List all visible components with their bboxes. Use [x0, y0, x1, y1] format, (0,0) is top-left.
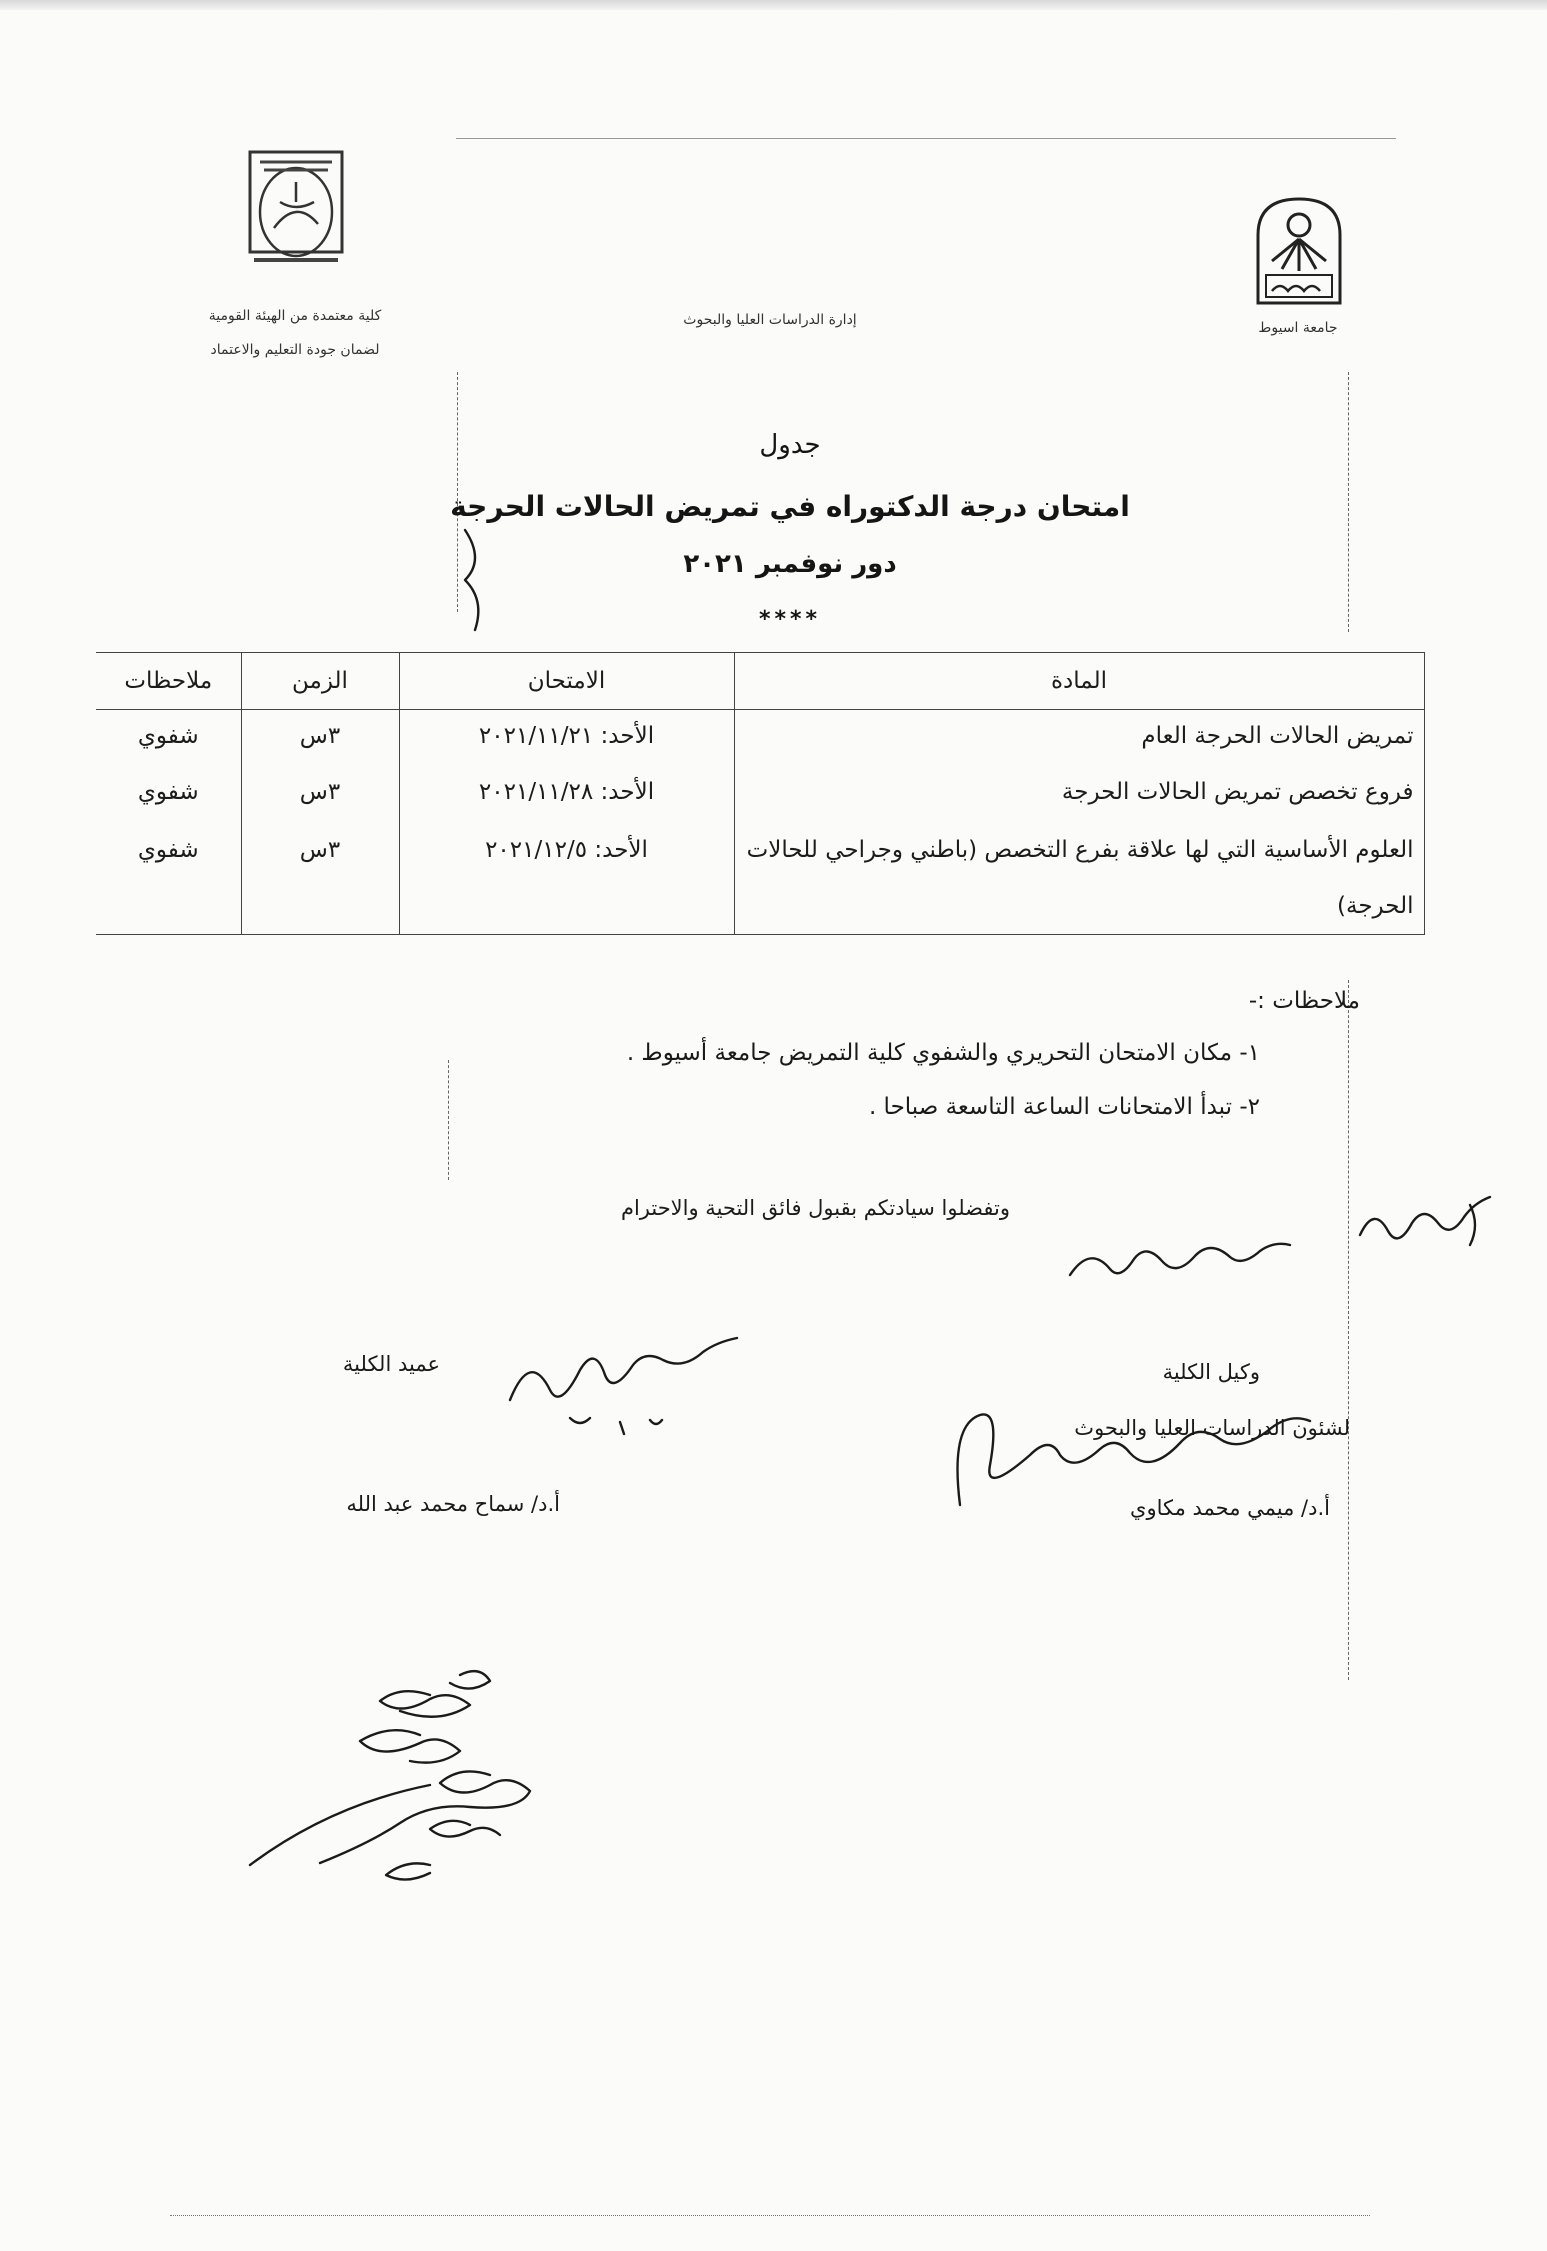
- university-name: جامعة اسيوط: [1258, 320, 1338, 336]
- header-rule: [456, 138, 1396, 139]
- assiut-university-logo: [1252, 195, 1346, 307]
- faculty-seal-logo: [240, 142, 352, 270]
- doc-title-exam: امتحان درجة الدكتوراه في تمريض الحالات الحرجة: [450, 490, 1130, 523]
- cell-subject: فروع تخصص تمريض الحالات الحرجة: [734, 766, 1424, 822]
- exam-schedule-table: [96, 652, 1425, 935]
- header-subject: المادة: [734, 653, 1424, 710]
- cell-exam-date: الأحد: ٢٠٢١/١١/٢٨: [399, 766, 734, 822]
- cell-time: ٣س: [241, 710, 399, 767]
- accreditation-line-1: كلية معتمدة من الهيئة القومية: [208, 308, 382, 324]
- table-row: [96, 710, 1424, 767]
- frame-line-right-lower: [1348, 980, 1349, 1680]
- frame-line-mid: [448, 1060, 449, 1180]
- note-item-1: ١- مكان الامتحان التحريري والشفوي كلية التمريض جامعة أسيوط .: [626, 1040, 1260, 1066]
- department-name: إدارة الدراسات العليا والبحوث: [683, 312, 857, 328]
- doc-title-session: دور نوفمبر ٢٠٢١: [683, 549, 897, 579]
- cell-notes: شفوي: [96, 710, 241, 767]
- dean-signature: [500, 1330, 770, 1440]
- table-row: [96, 766, 1424, 822]
- scan-top-edge: [0, 0, 1547, 10]
- frame-line-right: [1348, 372, 1349, 632]
- header-notes: ملاحظات: [96, 653, 241, 710]
- cell-subject: تمريض الحالات الحرجة العام: [734, 710, 1424, 767]
- footer-rule: [170, 2215, 1370, 2216]
- vice-dean-signature: [930, 1385, 1350, 1515]
- vice-dean-title-2: لشئون الدراسات العليا والبحوث: [1074, 1416, 1350, 1440]
- handwritten-mark-right: [1350, 1195, 1500, 1265]
- cell-notes: شفوي: [96, 822, 241, 935]
- dean-title: عميد الكلية: [342, 1352, 440, 1376]
- accreditation-line-2: لضمان جودة التعليم والاعتماد: [210, 342, 380, 358]
- header-time: الزمن: [241, 653, 399, 710]
- notes-title: ملاحظات :-: [1248, 988, 1360, 1014]
- header-exam: الامتحان: [399, 653, 734, 710]
- vice-dean-title: وكيل الكلية: [1162, 1360, 1260, 1384]
- cell-notes: شفوي: [96, 766, 241, 822]
- doc-title-schedule: جدول: [759, 430, 821, 460]
- note-item-2: ٢- تبدأ الامتحانات الساعة التاسعة صباحا .: [868, 1094, 1260, 1120]
- council-approval-handwriting: [230, 1655, 570, 1915]
- doc-title-stars: ****: [758, 607, 822, 632]
- handwritten-mark-awatef: [1060, 1225, 1300, 1295]
- dean-name: أ.د/ سماح محمد عبد الله: [346, 1492, 560, 1516]
- cell-exam-date: الأحد: ٢٠٢١/١١/٢١: [399, 710, 734, 767]
- cell-time: ٣س: [241, 822, 399, 935]
- cell-subject: العلوم الأساسية التي لها علاقة بفرع التخصص (باطني وجراحي للحالات الحرجة): [734, 822, 1424, 935]
- cell-exam-date: الأحد: ٢٠٢١/١٢/٥: [399, 822, 734, 935]
- closing-remark: وتفضلوا سيادتكم بقبول فائق التحية والاحترام: [620, 1196, 1010, 1220]
- table-row: [96, 822, 1424, 935]
- table-header-row: [96, 653, 1424, 710]
- margin-scribble: [455, 520, 505, 640]
- cell-time: ٣س: [241, 766, 399, 822]
- vice-dean-name: أ.د/ ميمي محمد مكاوي: [1130, 1496, 1330, 1520]
